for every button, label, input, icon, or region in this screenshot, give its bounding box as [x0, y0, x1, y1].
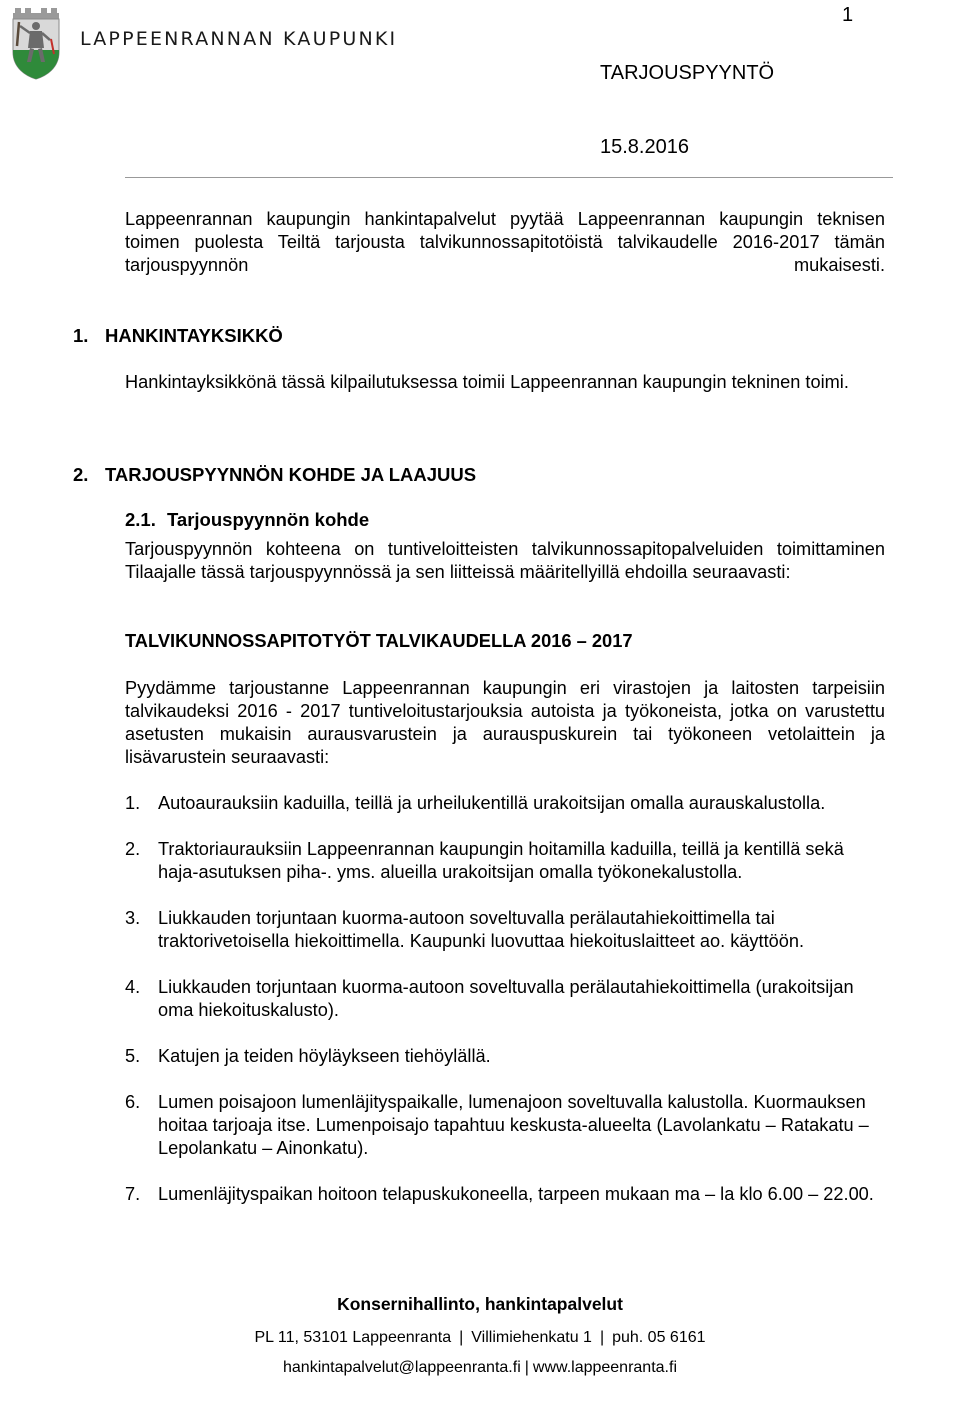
footer-phone: puh. 05 6161	[612, 1329, 706, 1346]
header-divider	[125, 177, 893, 178]
list-item-text: Lumen poisajoon lumenläjityspaikalle, lumenajoon soveltuvalla kalustolla. Kuormauksen hoitaa tarjoaja itse. Lumenpoisajo tapahtuu keskusta-alueelta (Lavolankatu – Ratakatu – Lepolankatu – Ainonkatu).	[158, 1092, 869, 1158]
section-1-number: 1.	[73, 325, 89, 346]
list-item-text: Autoaurauksiin kaduilla, teillä ja urheilukentillä urakoitsijan omalla aurauskalustolla.	[158, 793, 826, 813]
subsection-2-1-title: Tarjouspyynnön kohde	[167, 509, 370, 530]
footer-email-link[interactable]: hankintapalvelut@lappeenranta.fi	[283, 1359, 521, 1376]
document-type: TARJOUSPYYNTÖ	[600, 62, 775, 84]
list-item-number: 7.	[125, 1184, 141, 1204]
list-item-number: 2.	[125, 839, 141, 859]
list-item-number: 3.	[125, 908, 141, 928]
section-1-title: HANKINTAYKSIKKÖ	[105, 325, 283, 346]
subsection-2-1-number: 2.1.	[125, 509, 156, 530]
footer-organization: Konsernihallinto, hankintapalvelut	[337, 1294, 623, 1314]
section-2-number: 2.	[73, 464, 89, 485]
service-list	[125, 792, 885, 1229]
list-item-text: Katujen ja teiden höyläykseen tiehöylällä.	[158, 1046, 491, 1066]
page-footer	[0, 1294, 960, 1377]
intro-paragraph: Lappeenrannan kaupungin hankintapalvelut pyytää Lappeenrannan kaupungin teknisen toimen puolesta Teiltä tarjousta talvikunnossapitotöistä talvikaudelle 2016-2017 tämän tarjouspyynnön mukaisesti.	[125, 209, 885, 275]
footer-street: Villimiehenkatu 1	[471, 1329, 592, 1346]
list-item	[125, 1091, 885, 1160]
list-item-text: Liukkauden torjuntaan kuorma-autoon soveltuvalla perälautahiekoittimella tai traktorivetoisella hiekoittimella. Kaupunki luovuttaa hiekoituslaitteet ao. käyttöön.	[158, 908, 805, 951]
list-item	[125, 976, 885, 1022]
request-paragraph: Pyydämme tarjoustanne Lappeenrannan kaupungin eri virastojen ja laitosten tarpeisiin talvikaudeksi 2016 - 2017 tuntiveloitustarjouksia autoista ja työkoneista, jotka on varustettu asetusten mukaisin aurausvarustein ja aurauspuskurein tai työkoneen vetolaittein ja lisävarustein seuraavasti:	[125, 678, 885, 767]
list-item-number: 6.	[125, 1092, 141, 1112]
footer-web-link[interactable]: www.lappeenranta.fi	[532, 1359, 677, 1376]
footer-separator: |	[599, 1329, 605, 1346]
list-item	[125, 1183, 885, 1206]
list-item-text: Lumenläjityspaikan hoitoon telapuskukoneella, tarpeen mukaan ma – la klo 6.00 – 22.00.	[158, 1184, 874, 1204]
city-crest-logo	[10, 6, 62, 80]
list-item	[125, 792, 885, 815]
document-date: 15.8.2016	[600, 136, 689, 158]
footer-address: PL 11, 53101 Lappeenranta	[254, 1329, 452, 1346]
list-item-text: Traktoriaurauksiin Lappeenrannan kaupungin hoitamilla kaduilla, teillä ja kentillä sekä haja-asutuksen piha-. yms. alueilla urakoitsijan omalla työkonekalustolla.	[158, 839, 844, 882]
list-item-text: Liukkauden torjuntaan kuorma-autoon soveltuvalla perälautahiekoittimella (urakoitsijan oma hiekoituskalusto).	[158, 977, 854, 1020]
section-1-heading	[73, 325, 283, 347]
list-item-number: 4.	[125, 977, 141, 997]
footer-separator: |	[524, 1359, 529, 1376]
subsection-2-1-heading	[125, 509, 369, 531]
list-item	[125, 907, 885, 953]
caps-heading: TALVIKUNNOSSAPITOTYÖT TALVIKAUDELLA 2016 – 2017	[125, 630, 633, 651]
list-item	[125, 838, 885, 884]
subsection-2-1-text: Tarjouspyynnön kohteena on tuntiveloitteisten talvikunnossapitopalveluiden toimittaminen Tilaajalle tässä tarjouspyynnössä ja sen liitteissä määritellyillä ehdoilla seuraavasti:	[125, 539, 885, 582]
footer-separator: |	[459, 1329, 464, 1346]
section-1-text: Hankintayksikkönä tässä kilpailutuksessa toimii Lappeenrannan kaupungin tekninen toimi.	[125, 372, 849, 392]
list-item	[125, 1045, 885, 1068]
list-item-number: 1.	[125, 793, 141, 813]
footer-address-line	[0, 1329, 960, 1347]
list-item-number: 5.	[125, 1046, 141, 1066]
footer-contact-line	[0, 1359, 960, 1377]
section-2-title: TARJOUSPYYNNÖN KOHDE JA LAAJUUS	[105, 464, 477, 485]
section-2-heading	[73, 464, 476, 486]
page-number: 1	[842, 4, 854, 26]
organization-name: LAPPEENRANNAN KAUPUNKI	[80, 28, 398, 50]
